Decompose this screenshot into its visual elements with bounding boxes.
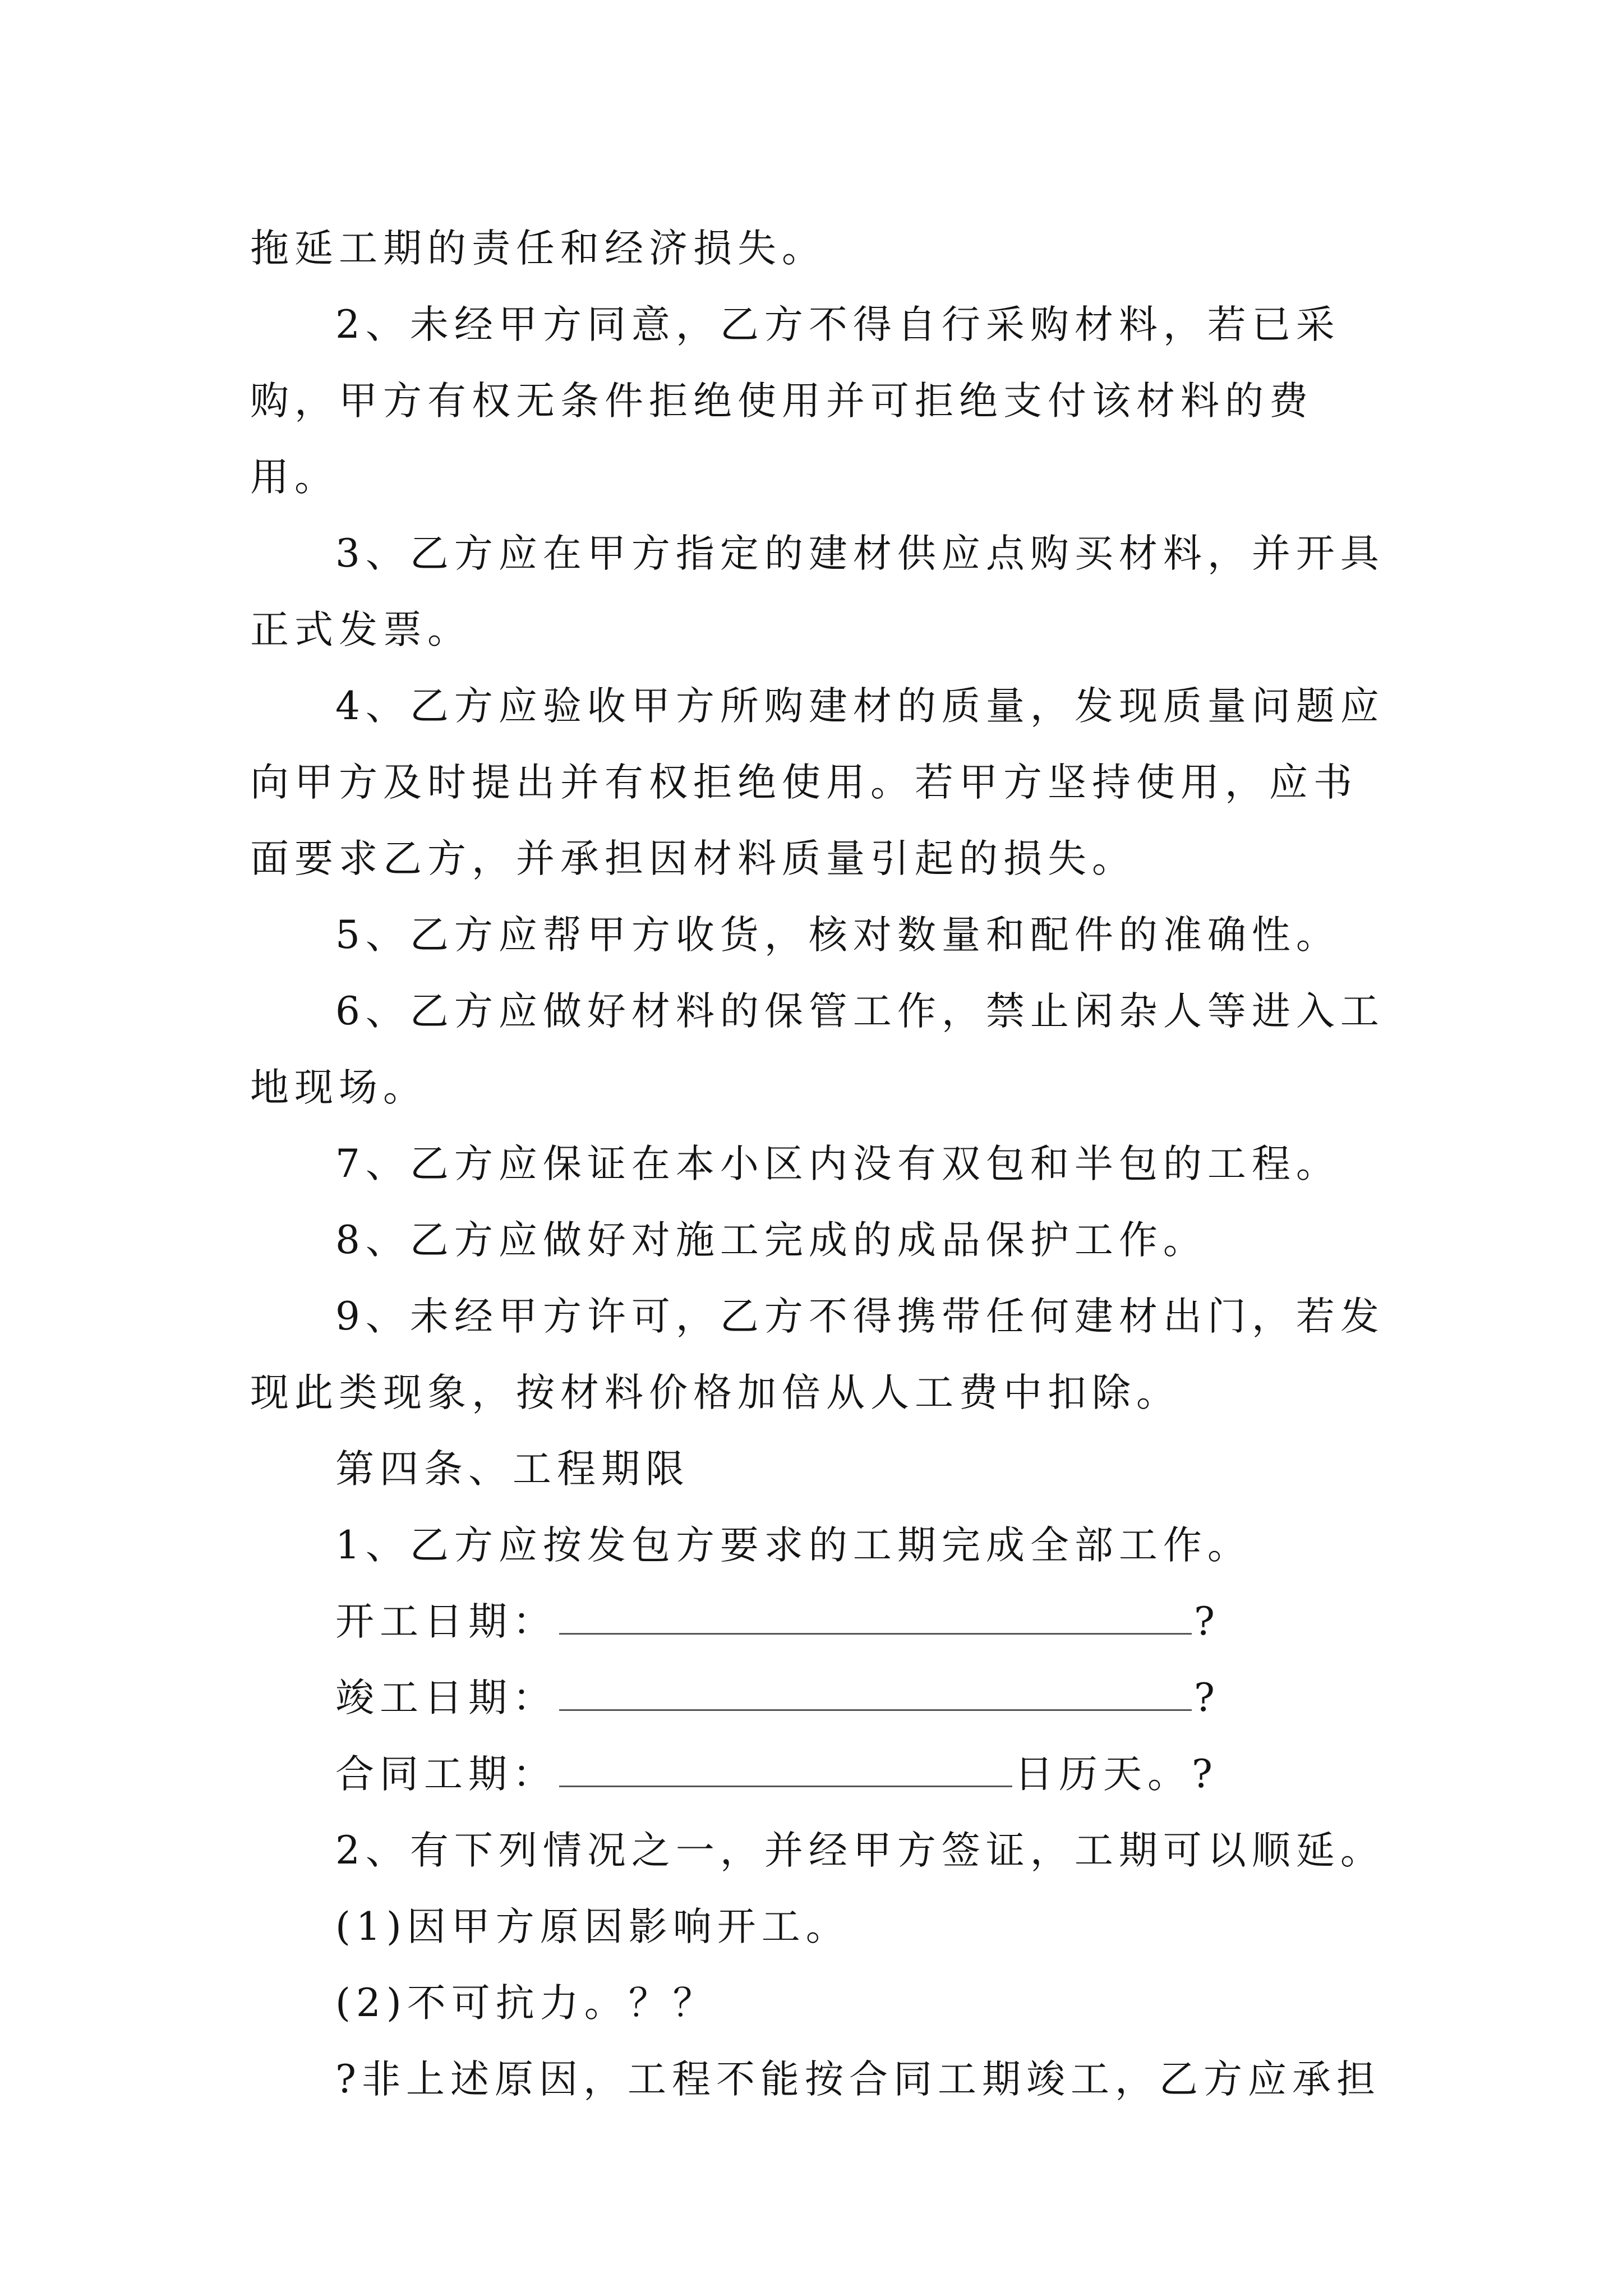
end-date-suffix: ? [1194, 1676, 1220, 1720]
contract-period-label: 合同工期： [335, 1752, 557, 1797]
extension-reason-2: (2)不可抗力。？？ [335, 1981, 717, 2026]
end-date-line [250, 1660, 1394, 1736]
clause-8-protection: 8、乙方应做好对施工完成的成品保护工作。 [335, 1218, 1207, 1263]
end-date-label: 竣工日期： [335, 1676, 557, 1720]
start-date-label: 开工日期： [335, 1599, 557, 1644]
paragraph-continuation: 拖延工期的责任和经济损失。 [250, 226, 826, 271]
contract-period-line [250, 1736, 1394, 1812]
clause-3-supplier: 3、乙方应在甲方指定的建材供应点购买材料，并开具正式发票。 [250, 531, 1385, 652]
end-date-blank[interactable] [559, 1674, 1192, 1711]
clause-4-inspection: 4、乙方应验收甲方所购建材的质量，发现质量问题应向甲方及时提出并有权拒绝使用。若甲方坚持使用，应书面要求乙方，并承担因材料质量引起的损失。 [250, 684, 1385, 881]
contract-period-blank[interactable] [559, 1751, 1012, 1787]
clause-1-schedule: 1、乙方应按发包方要求的工期完成全部工作。 [335, 1523, 1252, 1568]
document-body [250, 210, 1394, 2118]
clause-delay-liability: ?非上述原因，工程不能按合同工期竣工，乙方应承担 [335, 2057, 1381, 2102]
clause-2-extension: 2、有下列情况之一，并经甲方签证，工期可以顺延。 [335, 1828, 1385, 1873]
clause-9-materials-exit: 9、未经甲方许可，乙方不得携带任何建材出门，若发现此类现象，按材料价格加倍从人工费中扣除。 [250, 1294, 1385, 1415]
clause-6-storage: 6、乙方应做好材料的保管工作，禁止闲杂人等进入工地现场。 [250, 989, 1385, 1110]
clause-2-purchase: 2、未经甲方同意，乙方不得自行采购材料，若已采购，甲方有权无条件拒绝使用并可拒绝支付该材料的费用。 [250, 302, 1340, 500]
contract-period-suffix: 日历天。? [1015, 1752, 1218, 1797]
section-heading-article-4: 第四条、工程期限 [335, 1447, 690, 1492]
start-date-blank[interactable] [559, 1598, 1192, 1635]
clause-5-receiving: 5、乙方应帮甲方收货，核对数量和配件的准确性。 [335, 913, 1340, 958]
start-date-suffix: ? [1194, 1599, 1220, 1644]
clause-7-subcontract: 7、乙方应保证在本小区内没有双包和半包的工程。 [335, 1142, 1340, 1186]
extension-reason-1: (1)因甲方原因影响开工。 [335, 1904, 850, 1949]
start-date-line [250, 1584, 1394, 1660]
